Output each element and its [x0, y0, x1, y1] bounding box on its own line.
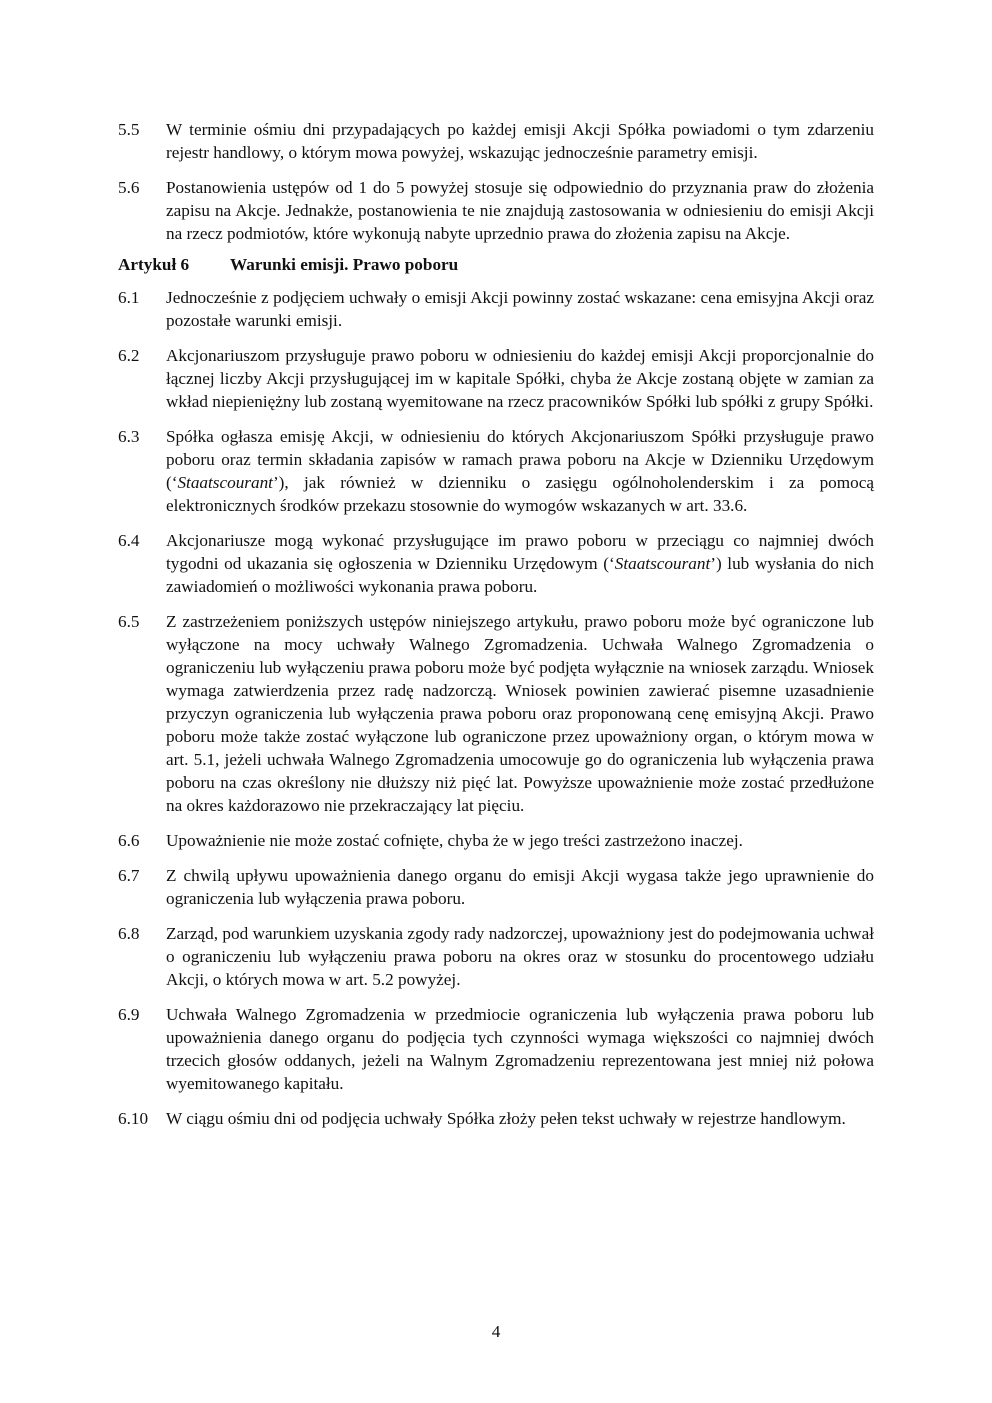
italic-term: Staatscourant	[177, 473, 273, 492]
paragraph	[118, 1107, 874, 1130]
text-segment: Z chwilą upływu upoważnienia danego organu do emisji Akcji wygasa także jego uprawnienie do ograniczenia lub wyłączenia prawa poboru.	[166, 866, 874, 908]
paragraph	[118, 1003, 874, 1095]
paragraph-number: 5.5	[118, 120, 140, 139]
paragraph-text	[166, 176, 874, 245]
text-segment: Postanowienia ustępów od 1 do 5 powyżej stosuje się odpowiednio do przyznania praw do złożenia zapisu na Akcje. Jednakże, postanowienia te nie znajdują zastosowania w odniesieniu do emisji Akcji na rzecz podmiotów, które wykonują nabyte uprzednio prawa do złożenia zapisu na Akcje.	[166, 178, 874, 243]
paragraph-number: 6.10	[118, 1109, 149, 1128]
paragraph-number: 6.4	[118, 531, 140, 550]
paragraph	[118, 610, 874, 817]
article-label: Artykuł 6	[118, 255, 190, 274]
paragraph-number: 6.6	[118, 831, 140, 850]
paragraph-number: 6.2	[118, 346, 140, 365]
paragraph	[118, 118, 874, 164]
paragraph	[118, 286, 874, 332]
article-heading	[118, 253, 874, 276]
paragraph-number: 6.1	[118, 288, 140, 307]
paragraph-text	[166, 118, 874, 164]
text-segment: Akcjonariuszom przysługuje prawo poboru w odniesieniu do każdej emisji Akcji proporcjonalnie do łącznej liczby Akcji przysługującej im w kapitale Spółki, chyba że Akcje zostaną objęte w zamian za wkład niepieniężny lub zostaną wyemitowane na rzecz pracowników Spółki lub spółki z grupy Spółki.	[166, 346, 874, 411]
paragraph	[118, 829, 874, 852]
text-segment: Z zastrzeżeniem poniższych ustępów niniejszego artykułu, prawo poboru może być ograniczone lub wyłączone na mocy uchwały Walnego Zgromadzenia. Uchwała Walnego Zgromadzenia o ograniczeniu lub wyłączeniu prawa poboru może być podjęta wyłącznie na wniosek zarządu. Wniosek wymaga zatwierdzenia przez radę nadzorczą. Wniosek powinien zawierać pisemne uzasadnienie przyczyn ograniczenia lub wyłączenia prawa poboru oraz proponowaną cenę emisyjną Akcji. Prawo poboru może także zostać wyłączone lub ograniczone przez upoważniony organ, o którym mowa w art. 5.1, jeżeli uchwała Walnego Zgromadzenia umocowuje go do ograniczenia lub wyłączenia prawa poboru na czas określony nie dłuższy niż pięć lat. Powyższe upoważnienie może zostać przedłużone na okres każdorazowo nie przekraczający lat pięciu.	[166, 612, 874, 815]
paragraph	[118, 176, 874, 245]
paragraph-text	[166, 1003, 874, 1095]
paragraph-text	[166, 286, 874, 332]
paragraph-number: 6.7	[118, 866, 140, 885]
text-segment: W terminie ośmiu dni przypadających po każdej emisji Akcji Spółka powiadomi o tym zdarzeniu rejestr handlowy, o którym mowa powyżej, wskazując jednocześnie parametry emisji.	[166, 120, 874, 162]
paragraph-number: 6.3	[118, 427, 140, 446]
text-segment: Akcjonariusze mogą wykonać przysługujące im prawo poboru w przeciągu co najmniej dwóch tygodni od ukazania się ogłoszenia w Dzienniku Urzędowym (‘	[166, 531, 874, 573]
paragraph-number: 6.9	[118, 1005, 140, 1024]
paragraph	[118, 344, 874, 413]
paragraph-text	[166, 1107, 874, 1130]
text-segment: Upoważnienie nie może zostać cofnięte, chyba że w jego treści zastrzeżono inaczej.	[166, 831, 743, 850]
text-segment: Uchwała Walnego Zgromadzenia w przedmiocie ograniczenia lub wyłączenia prawa poboru lub upoważnienia danego organu do podjęcia tych czynności wymaga większości co najmniej dwóch trzecich głosów oddanych, jeżeli na Walnym Zgromadzeniu reprezentowana jest mniej niż połowa wyemitowanego kapitału.	[166, 1005, 874, 1093]
text-segment: ’), jak również w dzienniku o zasięgu ogólnoholenderskim i za pomocą elektronicznych środków przekazu stosownie do wymogów wskazanych w art. 33.6.	[166, 473, 874, 515]
text-segment: ’) lub wysłania do nich zawiadomień o możliwości wykonania prawa poboru.	[166, 554, 874, 596]
paragraph	[118, 922, 874, 991]
text-segment: Spółka ogłasza emisję Akcji, w odniesieniu do których Akcjonariuszom Spółki przysługuje prawo poboru oraz termin składania zapisów w ramach prawa poboru na Akcje w Dzienniku Urzędowym (‘	[166, 427, 874, 492]
text-segment: Jednocześnie z podjęciem uchwały o emisji Akcji powinny zostać wskazane: cena emisyjna Akcji oraz pozostałe warunki emisji.	[166, 288, 874, 330]
paragraph-number: 6.8	[118, 924, 140, 943]
paragraph-text	[166, 529, 874, 598]
paragraph	[118, 425, 874, 517]
paragraph-text	[166, 922, 874, 991]
paragraph-text	[166, 829, 874, 852]
text-segment: W ciągu ośmiu dni od podjęcia uchwały Spółka złoży pełen tekst uchwały w rejestrze handlowym.	[166, 1109, 846, 1128]
paragraph-text	[166, 425, 874, 517]
paragraph-number: 5.6	[118, 178, 140, 197]
paragraph-text	[166, 864, 874, 910]
italic-term: Staatscourant	[614, 554, 711, 573]
paragraph-text	[166, 610, 874, 817]
document-body	[118, 118, 874, 1130]
page-number: 4	[491, 1322, 501, 1341]
article-title: Warunki emisji. Prawo poboru	[230, 255, 459, 274]
paragraph-number: 6.5	[118, 612, 140, 631]
paragraph	[118, 529, 874, 598]
paragraph	[118, 864, 874, 910]
text-segment: Zarząd, pod warunkiem uzyskania zgody rady nadzorczej, upoważniony jest do podejmowania uchwał o ograniczeniu lub wyłączeniu prawa poboru na okres oraz w stosunku do procentowego udziału Akcji, o których mowa w art. 5.2 powyżej.	[166, 924, 874, 989]
paragraph-text	[166, 344, 874, 413]
